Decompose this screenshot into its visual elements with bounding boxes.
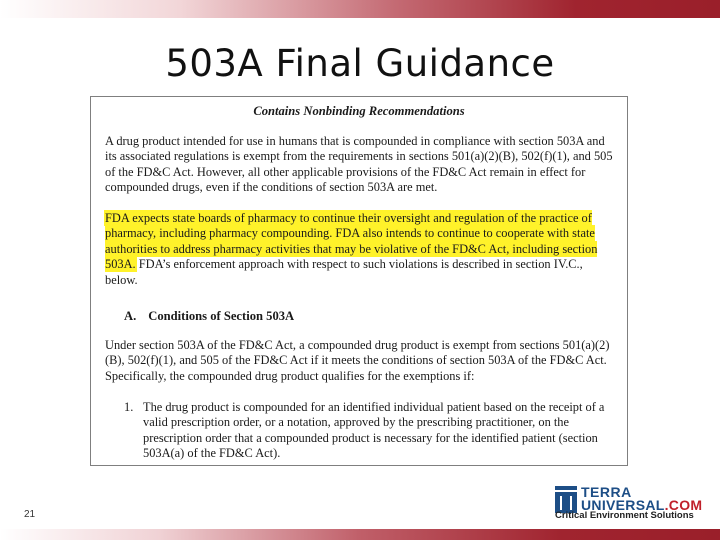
slide-title: 503A Final Guidance (165, 42, 555, 85)
paragraph-exemption: A drug product intended for use in humans that is compounded in compliance with section 503A and its associated regulations is exempt from the requirements in sections 501(a)(2)(B), 502(f)(1), and 505 of the FD&C Act. However, all other applicable provisions of the FD&C Act remain in effect for compounded drugs, even if the conditions of section 503A are met. (105, 134, 613, 195)
bottom-accent-bar (0, 529, 720, 540)
top-accent-bar (0, 0, 720, 18)
section-heading (124, 309, 294, 324)
paragraph-conditions: Under section 503A of the FD&C Act, a compounded drug product is exempt from sections 501(a)(2)(B), 502(f)(1), and 505 of the FD&C Act if it meets the conditions of section 503A of the FD&C Act. Specifically, the compounded drug product qualifies for the exemptions if: (105, 338, 610, 383)
logo-line-2-main: UNIVERSAL (581, 497, 665, 513)
paragraph-text: FDA’s enforcement approach with respect to such violations is described in section IV.C., below. (105, 257, 583, 287)
logo-tagline: Critical Environment Solutions (555, 510, 694, 521)
terra-universal-logo (555, 484, 715, 522)
document-excerpt (90, 96, 628, 466)
section-number: A. (124, 309, 137, 323)
page-number: 21 (24, 509, 36, 520)
highlighted-text: FDA expects state boards of pharmacy to continue their oversight and regulation of the practice of pharmacy, including pharmacy compounding. FDA also intends to continue to cooperate with state authorities to address pharmacy activities that may be violative of the FD&C Act, including section 503A. (105, 211, 598, 272)
section-title: Conditions of Section 503A (148, 309, 295, 323)
paragraph-state-boards (105, 211, 617, 288)
list-item-number: 1. (124, 400, 134, 414)
document-heading: Contains Nonbinding Recommendations (253, 104, 465, 118)
logo-line-2-suffix: .COM (664, 497, 703, 513)
logo-line-1: TERRA (581, 484, 632, 500)
list-item-text: The drug product is compounded for an identified individual patient based on the receipt of a valid prescription order, or a notation, approved by the prescribing practitioner, on the prescription order that a compounded product is necessary for the identified patient (section 503A(a) of the FD&C Act). (143, 400, 605, 461)
